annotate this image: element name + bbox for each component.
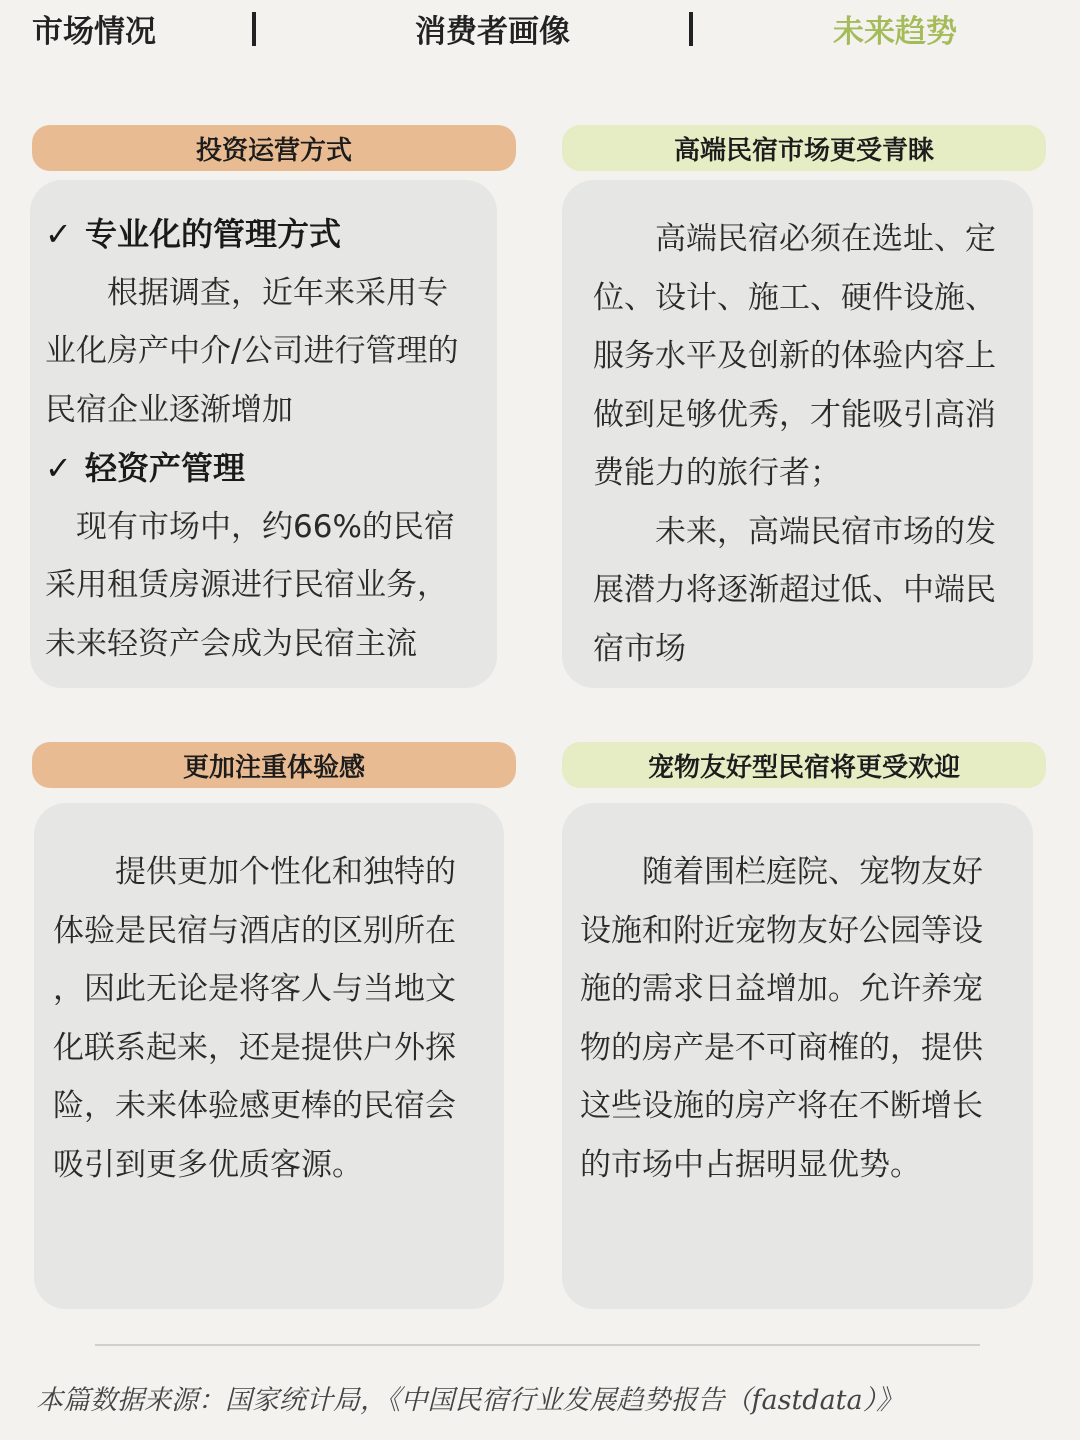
body-line	[580, 1136, 983, 1195]
body-line	[45, 264, 458, 323]
section-title: 投资运营方式	[195, 135, 352, 166]
line-text: 根据调查，近年来采用专	[45, 274, 448, 311]
line-text: 未来轻资产会成为民宿主流	[45, 625, 417, 662]
body-line	[593, 386, 996, 445]
body-line	[593, 503, 996, 562]
line-text: 的市场中占据明显优势。	[580, 1146, 921, 1183]
body-line	[45, 498, 458, 557]
line-text: 专业化的管理方式	[85, 215, 342, 253]
line-text: ，因此无论是将客人与当地文	[53, 971, 456, 1007]
body-line	[580, 902, 983, 961]
footer-source: 本篇数据来源：国家统计局，《中国民宿行业发展趋势报告（fastdata）》	[36, 1385, 904, 1416]
body-line	[53, 1077, 456, 1136]
body-line	[53, 960, 456, 1019]
body-line	[45, 381, 458, 440]
line-text: 做到足够优秀，才能吸引高消	[593, 396, 996, 433]
subheading	[45, 439, 458, 498]
line-text: 体验是民宿与酒店的区别所在	[53, 912, 456, 949]
line-text: 民宿企业逐渐增加	[45, 391, 293, 428]
section-title-pill	[562, 125, 1046, 171]
body-line	[53, 1136, 456, 1195]
checkmark-icon: ✓	[45, 449, 72, 487]
top-nav	[0, 0, 1080, 60]
line-text: 险，未来体验感更棒的民宿会	[53, 1088, 456, 1124]
line-text: 宿市场	[593, 630, 686, 667]
line-text: 费能力的旅行者；	[593, 455, 841, 491]
section-body	[45, 205, 458, 673]
body-line	[53, 843, 456, 902]
body-line	[593, 269, 996, 328]
line-text: 施的需求日益增加。允许养宠	[580, 971, 983, 1007]
line-text: 设施和附近宠物友好公园等设	[580, 912, 983, 949]
line-text: 服务水平及创新的体验内容上	[593, 338, 996, 374]
body-line	[53, 902, 456, 961]
line-text: 随着围栏庭院、宠物友好	[580, 854, 983, 890]
nav-separator	[252, 12, 256, 46]
section-body	[53, 843, 456, 1194]
line-text: 现有市场中，约66%的民宿	[45, 508, 455, 545]
body-line	[593, 210, 996, 269]
body-line	[45, 556, 458, 615]
body-line	[593, 327, 996, 386]
body-line	[580, 1019, 983, 1078]
section-title-pill	[32, 742, 516, 788]
body-line	[45, 322, 458, 381]
body-line	[593, 620, 996, 679]
line-text: 吸引到更多优质客源。	[53, 1146, 363, 1183]
line-text: 提供更加个性化和独特的	[53, 854, 456, 890]
body-line	[593, 444, 996, 503]
section-title: 更加注重体验感	[182, 752, 365, 783]
checkmark-icon: ✓	[45, 215, 72, 253]
footer-divider	[95, 1344, 980, 1346]
nav-separator	[689, 12, 693, 46]
tab-future-trends[interactable]: 未来趋势	[833, 14, 957, 50]
tab-market-situation[interactable]: 市场情况	[32, 14, 156, 50]
line-text: 轻资产管理	[85, 449, 246, 487]
body-line	[580, 960, 983, 1019]
section-body	[580, 843, 983, 1194]
body-line	[45, 615, 458, 674]
line-text: 高端民宿必须在选址、定	[593, 221, 996, 257]
section-title-pill	[562, 742, 1046, 788]
line-text: 展潜力将逐渐超过低、中端民	[593, 572, 996, 608]
line-text: 业化房产中介/公司进行管理的	[45, 333, 459, 369]
subheading	[45, 205, 458, 264]
section-title-pill	[32, 125, 516, 171]
line-text: 这些设施的房产将在不断增长	[580, 1088, 983, 1124]
tab-consumer-profile[interactable]: 消费者画像	[415, 14, 570, 50]
body-line	[593, 561, 996, 620]
line-text: 未来，高端民宿市场的发	[593, 513, 996, 550]
section-title: 宠物友好型民宿将更受欢迎	[647, 752, 960, 783]
line-text: 位、设计、施工、硬件设施、	[593, 279, 996, 316]
body-line	[580, 843, 983, 902]
section-body	[593, 210, 996, 678]
section-title: 高端民宿市场更受青睐	[673, 135, 934, 166]
body-line	[580, 1077, 983, 1136]
line-text: 物的房产是不可商榷的，提供	[580, 1029, 983, 1066]
body-line	[53, 1019, 456, 1078]
line-text: 采用租赁房源进行民宿业务，	[45, 567, 448, 603]
line-text: 化联系起来，还是提供户外探	[53, 1029, 456, 1066]
